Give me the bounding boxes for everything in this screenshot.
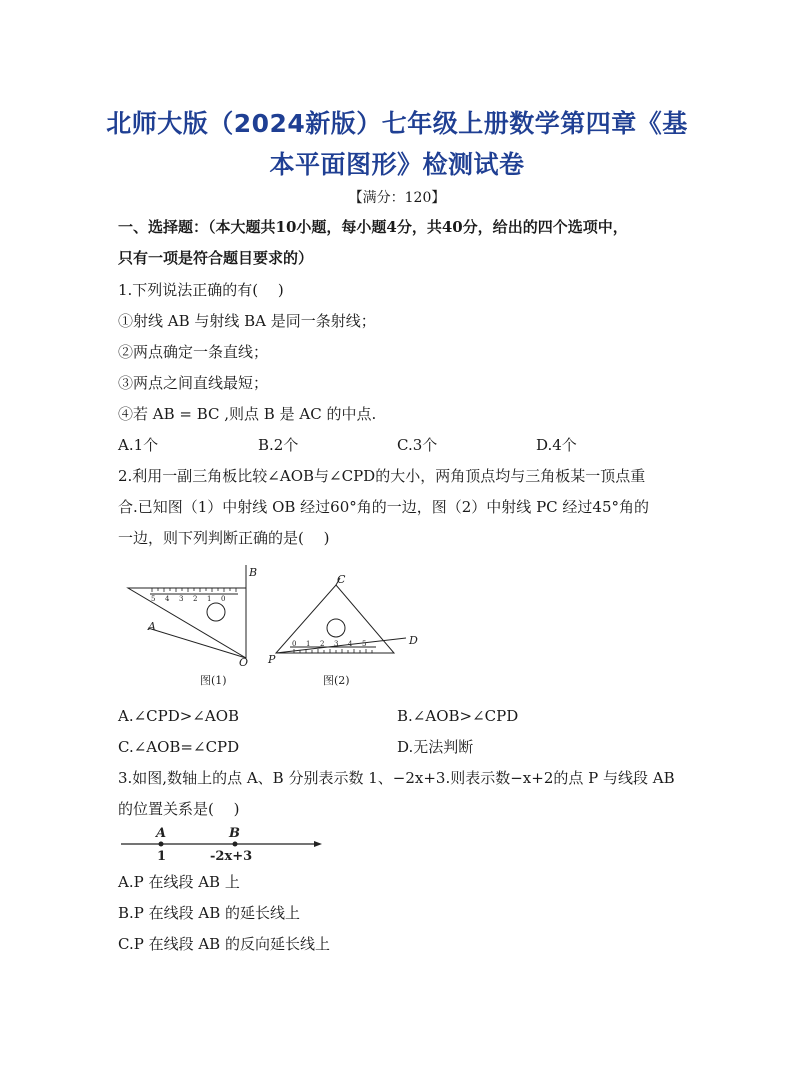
fig1-tick-5: 5 [151,595,156,603]
q1-option-c: C.3个 [397,436,438,454]
q3-option-a: A.P 在线段 AB 上 [118,873,240,891]
q1-statement-3: ③两点之间直线最短； [118,374,269,392]
point-b-value: -2x+3 [210,849,253,864]
q1-stem: 1.下列说法正确的有( ) [118,281,284,299]
q3-number-line [118,822,330,866]
figure-1 [128,565,246,658]
fig2-label-c: C [337,573,346,586]
document-title-line2: 本平面图形》检测试卷 [269,150,525,179]
q2-option-a: A.∠CPD>∠AOB [118,707,240,725]
fig1-tick-1: 1 [207,595,212,603]
q3-option-c: C.P 在线段 AB 的反向延长线上 [118,935,330,953]
q3-option-b: B.P 在线段 AB 的延长线上 [118,904,301,922]
fig1-tick-0: 0 [221,595,226,603]
fig2-label-p: P [268,653,276,666]
fig2-caption: 图(2) [323,674,350,687]
point-b-dot [233,842,238,847]
fig2-tick-1: 1 [306,640,311,648]
q3-stem-line2: 的位置关系是( ) [118,800,240,818]
fig1-tick-2: 2 [193,595,198,603]
ray-oa [148,628,246,658]
q1-statement-1: ①射线 AB 与射线 BA 是同一条射线； [118,312,376,330]
point-a-value: 1 [157,849,167,864]
fig2-tick-5: 5 [362,640,367,648]
fig2-tick-3: 3 [334,640,339,648]
q2-stem-line1: 2.利用一副三角板比较∠AOB与∠CPD的大小，两角顶点均与三角板某一顶点重 [118,467,646,485]
set-square-1 [128,588,246,658]
section1-heading-line1: 一、选择题：（本大题共10小题，每小题4分，共40分，给出的四个选项中， [118,218,628,236]
fig2-tick-0: 0 [292,640,297,648]
fig1-tick-4: 4 [165,595,170,603]
number-line-arrow [314,841,322,847]
q1-statement-2: ②两点确定一条直线； [118,343,269,361]
document-title-line1: 北师大版（2024新版）七年级上册数学第四章《基 [106,109,688,138]
fig1-tick-3: 3 [179,595,184,603]
q2-figure [118,560,428,690]
figure-2-ticks [294,649,372,653]
q1-option-a: A.1个 [118,436,159,454]
fig1-caption: 图(1) [200,674,227,687]
point-a-dot [159,842,164,847]
q2-option-c: C.∠AOB=∠CPD [118,738,240,756]
q2-stem-line2: 合.已知图（1）中射线 OB 经过60°角的一边，图（2）中射线 PC 经过45°角的 [118,498,649,516]
section1-heading-line2: 只有一项是符合题目要求的） [118,249,314,267]
q1-option-d: D.4个 [536,436,577,454]
q2-option-b: B.∠AOB>∠CPD [397,707,519,725]
q1-option-b: B.2个 [258,436,299,454]
q1-statement-4: ④若 AB = BC ,则点 B 是 AC 的中点. [118,405,377,423]
full-score: 【满分：120】 [348,190,446,206]
q3-stem-line1: 3.如图,数轴上的点 A、B 分别表示数 1、−2x+3.则表示数−x+2的点 P 与线段 AB [118,769,675,787]
point-b-label: B [229,826,240,841]
q2-stem-line3: 一边，则下列判断正确的是( ) [118,529,330,547]
fig1-label-b: B [249,566,258,579]
fig1-label-a: A [148,620,156,633]
fig2-label-d: D [409,634,418,647]
set-square-2-hole [327,619,345,637]
fig2-tick-4: 4 [348,640,353,648]
fig2-tick-2: 2 [320,640,325,648]
figure-1-ticks [152,588,236,592]
fig1-label-o: O [239,656,249,669]
point-a-label: A [156,826,167,841]
set-square-1-hole [207,603,225,621]
q2-option-d: D.无法判断 [397,738,474,756]
